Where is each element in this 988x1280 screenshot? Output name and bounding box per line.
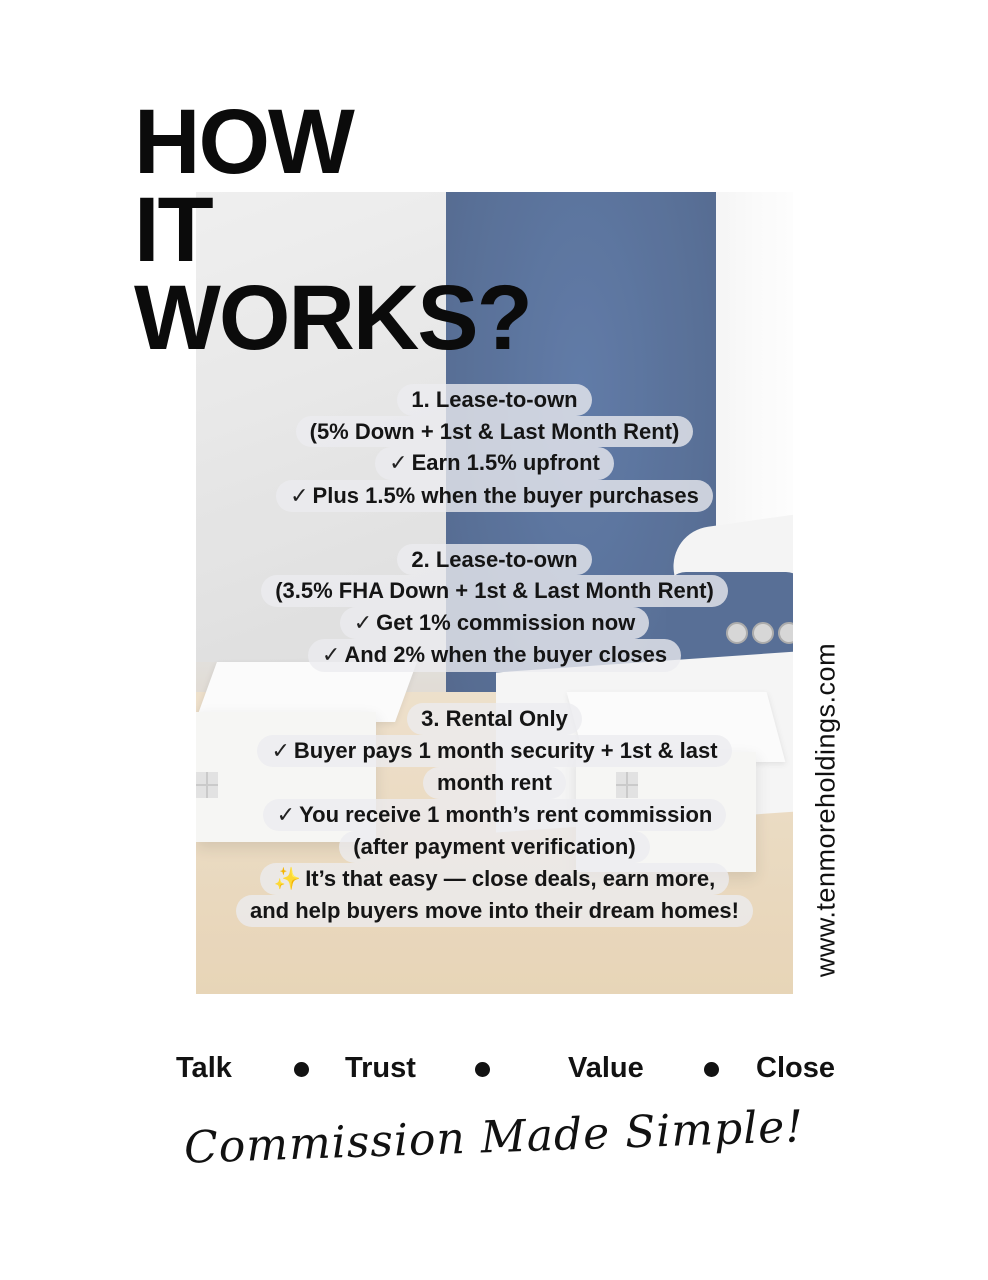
title-line: HOW <box>134 91 353 193</box>
option3-point-cont: (after payment verification) <box>339 831 649 863</box>
tagline: Commission Made Simple! <box>183 1101 805 1174</box>
page-title <box>134 91 531 369</box>
value-trust: Trust <box>345 1052 416 1084</box>
option1-subheading: (5% Down + 1st & Last Month Rent) <box>296 416 694 448</box>
values-row <box>0 1052 988 1088</box>
option3-point-text: Buyer pays 1 month security + 1st & last <box>293 737 718 763</box>
value-talk: Talk <box>176 1052 232 1084</box>
title-line: WORKS? <box>134 267 531 369</box>
option1-point <box>375 447 614 480</box>
option2-point-text: Get 1% commission now <box>376 609 636 635</box>
option1-point-text: Earn 1.5% upfront <box>411 450 600 475</box>
sparkle-icon: ✨ <box>273 866 302 892</box>
bullet-dot <box>294 1062 309 1077</box>
option1-point-text: Plus 1.5% when the buyer purchases <box>312 482 699 508</box>
check-icon: ✓ <box>276 802 296 828</box>
title-line: IT <box>134 179 212 281</box>
check-icon: ✓ <box>353 610 373 636</box>
option3-point <box>263 799 727 832</box>
option2-point-text: And 2% when the buyer closes <box>344 642 668 667</box>
option3-point <box>257 735 731 768</box>
option3-point-text: You receive 1 month’s rent commission <box>299 801 713 827</box>
option2-subheading: (3.5% FHA Down + 1st & Last Month Rent) <box>261 575 728 607</box>
closing-line: and help buyers move into their dream homes! <box>236 895 753 927</box>
check-icon: ✓ <box>389 451 408 476</box>
commission-options <box>196 384 793 927</box>
value-value: Value <box>568 1052 644 1084</box>
website-url[interactable]: www.tenmoreholdings.com <box>810 642 841 978</box>
check-icon: ✓ <box>321 643 341 668</box>
closing-line <box>260 863 729 896</box>
option2-heading: 2. Lease-to-own <box>397 544 591 576</box>
bullet-dot <box>475 1062 490 1077</box>
check-icon: ✓ <box>290 483 309 509</box>
option2-point <box>340 607 650 640</box>
option3-heading: 3. Rental Only <box>407 703 582 735</box>
closing-text: It’s that easy — close deals, earn more, <box>305 865 716 891</box>
option2-point <box>308 639 681 672</box>
bullet-dot <box>704 1062 719 1077</box>
option1-point <box>276 480 713 513</box>
value-close: Close <box>756 1052 835 1084</box>
option1-heading: 1. Lease-to-own <box>397 384 591 416</box>
option3-point-cont: month rent <box>423 767 566 799</box>
check-icon: ✓ <box>271 738 290 764</box>
